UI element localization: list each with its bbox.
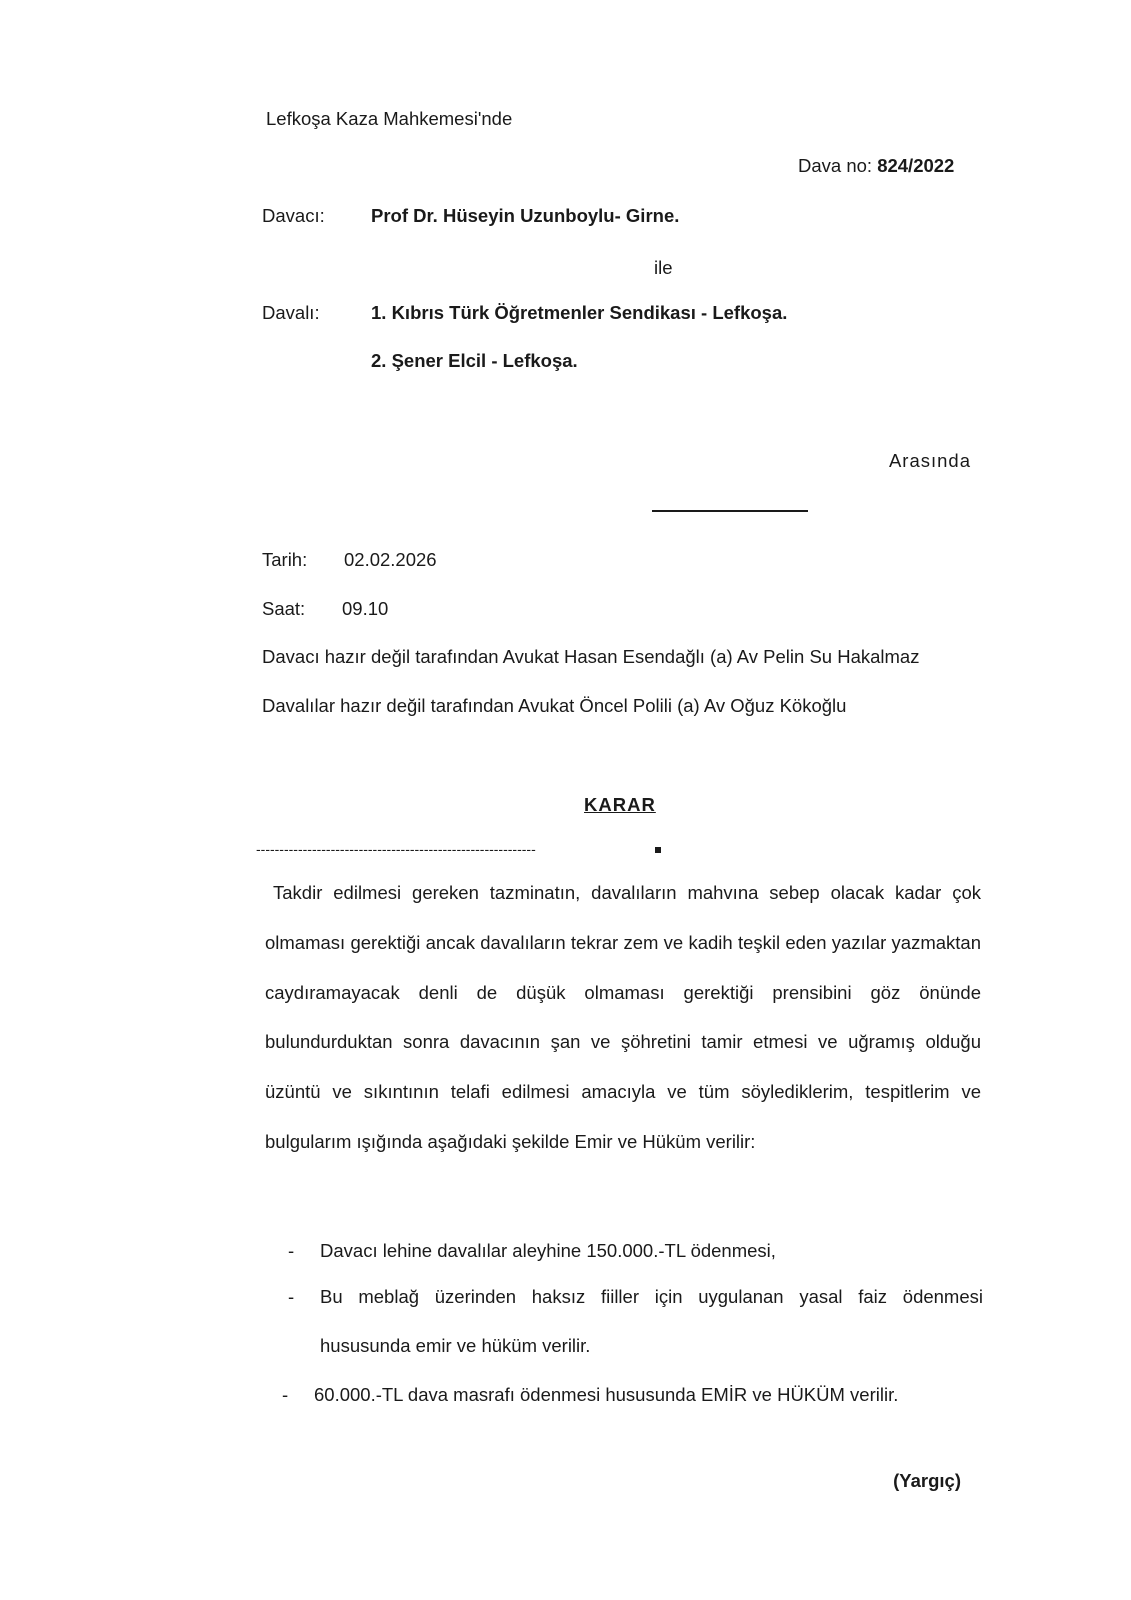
divider-line [652,510,808,512]
defendant-1: 1. Kıbrıs Türk Öğretmenler Sendikası - Lefkoşa. [371,302,788,323]
conjunction: ile [654,257,673,278]
order-text: Davacı lehine davalılar aleyhine 150.000.-TL ödenmesi, [320,1240,776,1261]
plaintiff-counsel: Davacı hazır değil tarafından Avukat Hasan Esendağlı (a) Av Pelin Su Hakalmaz [262,646,920,667]
judge-signature: (Yargıç) [893,1470,961,1491]
bullet-dash: - [288,1286,295,1307]
order-text: 60.000.-TL dava masrafı ödenmesi hususunda EMİR ve HÜKÜM verilir. [314,1384,899,1405]
orders-list [282,1240,983,1419]
order-item [288,1272,983,1370]
plaintiff-label: Davacı: [262,205,325,226]
decision-body [265,868,981,1167]
date-value: 02.02.2026 [344,549,437,570]
case-number-label: Dava no: [798,155,873,176]
bullet-dash: - [288,1240,295,1261]
defendant-counsel: Davalılar hazır değil tarafından Avukat Öncel Polili (a) Av Oğuz Kökoğlu [262,695,847,716]
bullet-dash: - [282,1384,289,1405]
time-value: 09.10 [342,598,389,619]
court-name: Lefkoşa Kaza Mahkemesi'nde [266,108,513,129]
decision-body-text: Takdir edilmesi gereken tazminatın, davalıların mahvına sebep olacak kadar çok olmaması gerektiği ancak davalıların tekrar zem ve kadih teşkil eden yazılar yazmaktan caydıramayacak denli de düşük olmaması gerektiği prensibini göz önünde bulundurduktan sonra davacının şan ve şöhretini tamir etmesi ve uğramış olduğu üzüntü ve sıkıntının telafi edilmesi amacıyla ve tüm söylediklerim, tespitlerim ve bulgularım ışığında aşağıdaki şekilde Emir ve Hüküm verilir: [265,882,981,1152]
case-number [798,155,954,177]
separator-dot [655,847,661,853]
order-item [282,1370,983,1419]
defendant-2: 2. Şener Elcil - Lefkoşa. [371,350,578,371]
separator-line: ------------------------------------------------------------ [256,841,536,857]
between-label: Arasında [888,450,971,471]
defendant-label: Davalı: [262,302,320,323]
order-item [288,1240,983,1262]
time-label: Saat: [262,598,306,619]
order-text: Bu meblağ üzerinden haksız fiiller için uygulanan yasal faiz ödenmesi hususunda emir ve hüküm verilir. [320,1286,983,1356]
decision-title: KARAR [584,794,656,815]
case-number-value: 824/2022 [877,155,955,176]
plaintiff-name: Prof Dr. Hüseyin Uzunboylu- Girne. [371,205,680,226]
date-label: Tarih: [262,549,308,570]
